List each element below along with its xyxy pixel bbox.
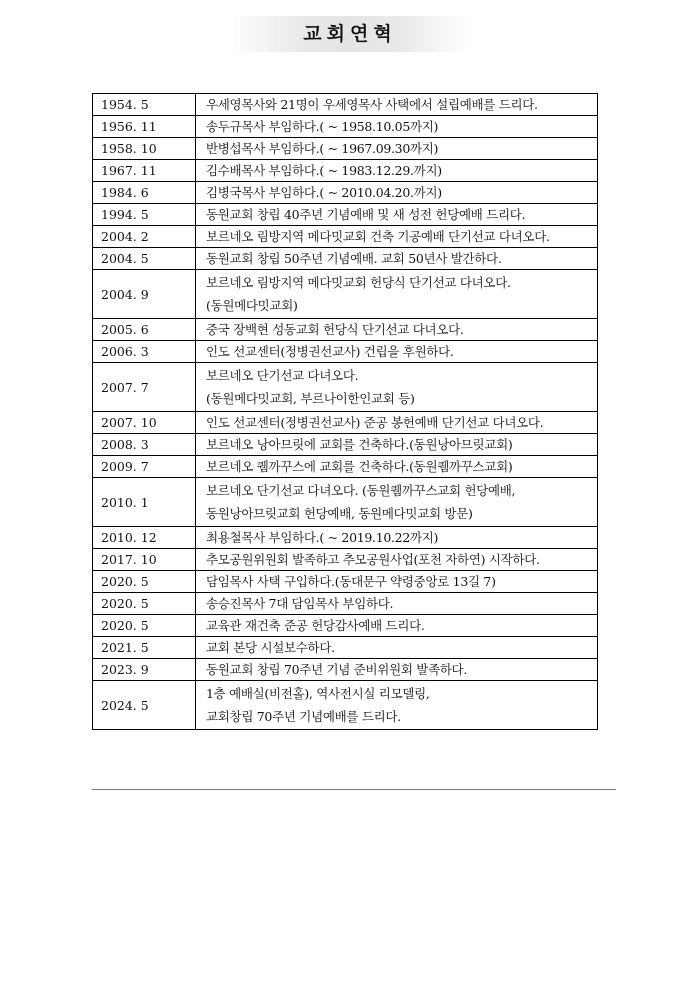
history-event (196, 593, 598, 615)
history-row (93, 248, 598, 270)
history-event-line: 보르네오 림방지역 메다밋교회 건축 기공예배 단기선교 다녀오다. (206, 229, 550, 244)
history-event-line: 보르네오 퀨까꾸스에 교회를 건축하다.(동원퀨까꾸스교회) (206, 459, 513, 474)
history-event (196, 319, 598, 341)
history-date: 2020. 5 (93, 571, 196, 593)
history-event (196, 434, 598, 456)
history-event (196, 681, 598, 730)
history-row (93, 270, 598, 319)
history-event (196, 478, 598, 527)
history-date: 2020. 5 (93, 615, 196, 637)
history-event-line: (동원메다밋교회) (206, 298, 298, 313)
history-event (196, 412, 598, 434)
history-event-line: 교회창립 70주년 기념예배를 드리다. (206, 709, 401, 724)
history-event-line: 김병국목사 부임하다.( ~ 2010.04.20.까지) (206, 185, 442, 200)
history-date: 2006. 3 (93, 341, 196, 363)
history-event-line: 교회 본당 시설보수하다. (206, 640, 335, 655)
history-date: 1967. 11 (93, 160, 196, 182)
history-table (92, 93, 598, 730)
history-row (93, 681, 598, 730)
history-event-line: 1층 예배실(비전홀), 역사전시실 리모델링, (206, 686, 430, 701)
history-row (93, 571, 598, 593)
history-event-line: 담임목사 사택 구입하다.(동대문구 약령중앙로 13길 7) (206, 574, 496, 589)
history-event (196, 116, 598, 138)
history-date: 2004. 2 (93, 226, 196, 248)
history-date: 2007. 7 (93, 363, 196, 412)
history-event (196, 456, 598, 478)
history-event (196, 571, 598, 593)
history-row (93, 549, 598, 571)
history-event-line: 동원낭아므릿교회 헌당예배, 동원메다밋교회 방문) (206, 506, 473, 521)
footer-divider (92, 789, 616, 790)
history-event (196, 527, 598, 549)
history-row (93, 94, 598, 116)
history-event-line: 인도 선교센터(정병권선교사) 건립을 후원하다. (206, 344, 454, 359)
history-date: 1994. 5 (93, 204, 196, 226)
history-event-line: 인도 선교센터(정병권선교사) 준공 봉헌예배 단기선교 다녀오다. (206, 415, 544, 430)
history-row (93, 434, 598, 456)
history-date: 2009. 7 (93, 456, 196, 478)
history-event (196, 363, 598, 412)
history-event (196, 94, 598, 116)
history-row (93, 116, 598, 138)
history-row (93, 204, 598, 226)
history-event-line: 중국 장백현 성동교회 헌당식 단기선교 다녀오다. (206, 322, 464, 337)
history-date: 1958. 10 (93, 138, 196, 160)
history-row (93, 341, 598, 363)
history-event-line: 추모공원위원회 발족하고 추모공원사업(포천 자하연) 시작하다. (206, 552, 540, 567)
history-event (196, 182, 598, 204)
history-row (93, 478, 598, 527)
history-row (93, 412, 598, 434)
history-row (93, 615, 598, 637)
history-event (196, 204, 598, 226)
history-row (93, 182, 598, 204)
history-event-line: 교육관 재건축 준공 헌당감사예배 드리다. (206, 618, 425, 633)
history-event (196, 226, 598, 248)
history-event (196, 160, 598, 182)
history-event-line: 보르네오 단기선교 다녀오다. (206, 368, 359, 383)
history-event-line: (동원메다밋교회, 부르나이한인교회 등) (206, 391, 415, 406)
history-event-line: 반병섭목사 부임하다.( ~ 1967.09.30까지) (206, 141, 439, 156)
history-event-line: 보르네오 림방지역 메다밋교회 헌당식 단기선교 다녀오다. (206, 275, 511, 290)
history-date: 2005. 6 (93, 319, 196, 341)
history-date: 2010. 12 (93, 527, 196, 549)
history-date: 2021. 5 (93, 637, 196, 659)
history-date: 2023. 9 (93, 659, 196, 681)
history-event-line: 동원교회 창립 50주년 기념예배. 교회 50년사 발간하다. (206, 251, 502, 266)
history-date: 2007. 10 (93, 412, 196, 434)
history-row (93, 319, 598, 341)
history-event (196, 659, 598, 681)
history-row (93, 659, 598, 681)
history-event-line: 동원교회 창립 40주년 기념예배 및 새 성전 헌당예배 드리다. (206, 207, 526, 222)
history-row (93, 160, 598, 182)
history-table-body (93, 94, 598, 730)
history-event-line: 송승진목사 7대 담임목사 부임하다. (206, 596, 394, 611)
history-row (93, 138, 598, 160)
history-date: 2010. 1 (93, 478, 196, 527)
history-event-line: 우세영목사와 21명이 우세영목사 사택에서 설립예배를 드리다. (206, 97, 538, 112)
history-date: 2008. 3 (93, 434, 196, 456)
history-row (93, 527, 598, 549)
history-event (196, 341, 598, 363)
history-row (93, 637, 598, 659)
history-event-line: 김수배목사 부임하다.( ~ 1983.12.29.까지) (206, 163, 442, 178)
history-event (196, 138, 598, 160)
history-date: 2020. 5 (93, 593, 196, 615)
history-row (93, 226, 598, 248)
history-row (93, 363, 598, 412)
history-event (196, 549, 598, 571)
history-event (196, 637, 598, 659)
history-event (196, 615, 598, 637)
history-row (93, 593, 598, 615)
history-date: 1956. 11 (93, 116, 196, 138)
history-date: 2024. 5 (93, 681, 196, 730)
page-title: 교회연혁 (303, 23, 397, 45)
history-event-line: 동원교회 창립 70주년 기념 준비위원회 발족하다. (206, 662, 468, 677)
history-date: 1984. 6 (93, 182, 196, 204)
history-date: 1954. 5 (93, 94, 196, 116)
history-event (196, 248, 598, 270)
history-event-line: 보르네오 단기선교 다녀오다. (동원퀨까꾸스교회 헌당예배, (206, 483, 516, 498)
history-event-line: 최용철목사 부임하다.( ~ 2019.10.22까지) (206, 530, 439, 545)
history-date: 2017. 10 (93, 549, 196, 571)
history-event-line: 보르네오 낭아므릿에 교회를 건축하다.(동원낭아므릿교회) (206, 437, 513, 452)
history-event-line: 송두규목사 부임하다.( ~ 1958.10.05까지) (206, 119, 439, 134)
history-date: 2004. 9 (93, 270, 196, 319)
history-event (196, 270, 598, 319)
history-date: 2004. 5 (93, 248, 196, 270)
history-row (93, 456, 598, 478)
